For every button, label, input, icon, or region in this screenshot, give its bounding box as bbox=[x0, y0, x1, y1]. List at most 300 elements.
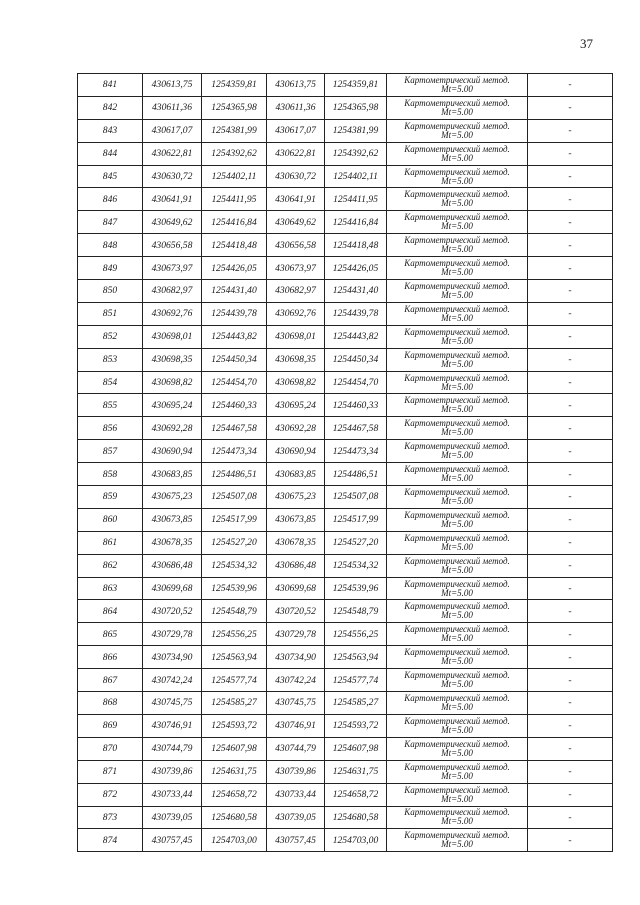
method-name: Картометрический метод. bbox=[404, 280, 510, 291]
y-refined-cell: 1254534,32 bbox=[325, 554, 387, 577]
method-name: Картометрический метод. bbox=[404, 326, 510, 337]
method-cell bbox=[387, 257, 528, 280]
method-cell bbox=[387, 74, 528, 97]
x-existing-cell: 430678,35 bbox=[143, 531, 202, 554]
method-name: Картометрический метод. bbox=[404, 74, 510, 85]
empty-mark-cell: - bbox=[528, 692, 613, 715]
method-name: Картометрический метод. bbox=[404, 761, 510, 772]
y-existing-cell: 1254607,98 bbox=[202, 737, 267, 760]
y-refined-cell: 1254454,70 bbox=[325, 371, 387, 394]
method-accuracy: Mt=5.00 bbox=[441, 793, 473, 804]
empty-mark-cell: - bbox=[528, 348, 613, 371]
point-number-cell: 842 bbox=[78, 96, 143, 119]
point-number-cell: 866 bbox=[78, 646, 143, 669]
x-existing-cell: 430745,75 bbox=[143, 692, 202, 715]
y-refined-cell: 1254365,98 bbox=[325, 96, 387, 119]
empty-mark-cell: - bbox=[528, 325, 613, 348]
method-cell bbox=[387, 486, 528, 509]
y-refined-cell: 1254703,00 bbox=[325, 829, 387, 852]
empty-mark-cell: - bbox=[528, 119, 613, 142]
point-number-cell: 859 bbox=[78, 486, 143, 509]
x-existing-cell: 430698,35 bbox=[143, 348, 202, 371]
y-existing-cell: 1254548,79 bbox=[202, 600, 267, 623]
method-cell bbox=[387, 669, 528, 692]
method-cell bbox=[387, 119, 528, 142]
table-row bbox=[78, 371, 613, 394]
y-refined-cell: 1254680,58 bbox=[325, 806, 387, 829]
x-refined-cell: 430699,68 bbox=[267, 577, 325, 600]
y-refined-cell: 1254593,72 bbox=[325, 714, 387, 737]
method-cell bbox=[387, 96, 528, 119]
x-refined-cell: 430686,48 bbox=[267, 554, 325, 577]
x-existing-cell: 430734,90 bbox=[143, 646, 202, 669]
empty-mark-cell: - bbox=[528, 577, 613, 600]
x-refined-cell: 430617,07 bbox=[267, 119, 325, 142]
x-refined-cell: 430720,52 bbox=[267, 600, 325, 623]
point-number-cell: 851 bbox=[78, 302, 143, 325]
method-cell bbox=[387, 829, 528, 852]
method-accuracy: Mt=5.00 bbox=[441, 518, 473, 529]
table-row bbox=[78, 234, 613, 257]
empty-mark-cell: - bbox=[528, 394, 613, 417]
x-existing-cell: 430698,82 bbox=[143, 371, 202, 394]
table-row bbox=[78, 554, 613, 577]
method-cell bbox=[387, 554, 528, 577]
method-name: Картометрический метод. bbox=[404, 784, 510, 795]
method-name: Картометрический метод. bbox=[404, 189, 510, 200]
method-name: Картометрический метод. bbox=[404, 372, 510, 383]
method-name: Картометрический метод. bbox=[404, 601, 510, 612]
point-number-cell: 845 bbox=[78, 165, 143, 188]
y-refined-cell: 1254539,96 bbox=[325, 577, 387, 600]
table-row bbox=[78, 646, 613, 669]
point-number-cell: 858 bbox=[78, 463, 143, 486]
table-row bbox=[78, 531, 613, 554]
method-name: Картометрический метод. bbox=[404, 578, 510, 589]
point-number-cell: 857 bbox=[78, 440, 143, 463]
table-row bbox=[78, 714, 613, 737]
y-refined-cell: 1254607,98 bbox=[325, 737, 387, 760]
y-refined-cell: 1254460,33 bbox=[325, 394, 387, 417]
page-number: 37 bbox=[580, 36, 593, 51]
x-refined-cell: 430739,86 bbox=[267, 760, 325, 783]
method-accuracy: Mt=5.00 bbox=[441, 129, 473, 140]
method-name: Картометрический метод. bbox=[404, 235, 510, 246]
table-row bbox=[78, 783, 613, 806]
empty-mark-cell: - bbox=[528, 211, 613, 234]
point-number-cell: 856 bbox=[78, 417, 143, 440]
y-existing-cell: 1254454,70 bbox=[202, 371, 267, 394]
y-refined-cell: 1254426,05 bbox=[325, 257, 387, 280]
y-refined-cell: 1254431,40 bbox=[325, 280, 387, 303]
table-row bbox=[78, 600, 613, 623]
method-cell bbox=[387, 577, 528, 600]
method-cell bbox=[387, 783, 528, 806]
method-accuracy: Mt=5.00 bbox=[441, 656, 473, 667]
empty-mark-cell: - bbox=[528, 96, 613, 119]
y-existing-cell: 1254411,95 bbox=[202, 188, 267, 211]
method-name: Картометрический метод. bbox=[404, 738, 510, 749]
y-existing-cell: 1254486,51 bbox=[202, 463, 267, 486]
method-name: Картометрический метод. bbox=[404, 486, 510, 497]
x-existing-cell: 430699,68 bbox=[143, 577, 202, 600]
method-name: Картометрический метод. bbox=[404, 532, 510, 543]
method-accuracy: Mt=5.00 bbox=[441, 724, 473, 735]
empty-mark-cell: - bbox=[528, 806, 613, 829]
method-cell bbox=[387, 737, 528, 760]
empty-mark-cell: - bbox=[528, 508, 613, 531]
method-accuracy: Mt=5.00 bbox=[441, 587, 473, 598]
x-refined-cell: 430683,85 bbox=[267, 463, 325, 486]
method-accuracy: Mt=5.00 bbox=[441, 473, 473, 484]
y-existing-cell: 1254680,58 bbox=[202, 806, 267, 829]
y-existing-cell: 1254631,75 bbox=[202, 760, 267, 783]
method-accuracy: Mt=5.00 bbox=[441, 747, 473, 758]
table-row bbox=[78, 188, 613, 211]
point-number-cell: 847 bbox=[78, 211, 143, 234]
x-existing-cell: 430692,76 bbox=[143, 302, 202, 325]
y-refined-cell: 1254443,82 bbox=[325, 325, 387, 348]
method-cell bbox=[387, 142, 528, 165]
x-existing-cell: 430695,24 bbox=[143, 394, 202, 417]
table-row bbox=[78, 623, 613, 646]
empty-mark-cell: - bbox=[528, 714, 613, 737]
x-refined-cell: 430729,78 bbox=[267, 623, 325, 646]
table-row bbox=[78, 257, 613, 280]
method-accuracy: Mt=5.00 bbox=[441, 495, 473, 506]
x-refined-cell: 430675,23 bbox=[267, 486, 325, 509]
table-row bbox=[78, 325, 613, 348]
x-refined-cell: 430757,45 bbox=[267, 829, 325, 852]
method-cell bbox=[387, 463, 528, 486]
y-refined-cell: 1254392,62 bbox=[325, 142, 387, 165]
point-number-cell: 862 bbox=[78, 554, 143, 577]
method-accuracy: Mt=5.00 bbox=[441, 267, 473, 278]
method-cell bbox=[387, 692, 528, 715]
method-name: Картометрический метод. bbox=[404, 97, 510, 108]
point-number-cell: 863 bbox=[78, 577, 143, 600]
y-refined-cell: 1254473,34 bbox=[325, 440, 387, 463]
y-refined-cell: 1254548,79 bbox=[325, 600, 387, 623]
y-refined-cell: 1254467,58 bbox=[325, 417, 387, 440]
point-number-cell: 855 bbox=[78, 394, 143, 417]
x-existing-cell: 430649,62 bbox=[143, 211, 202, 234]
y-refined-cell: 1254381,99 bbox=[325, 119, 387, 142]
method-cell bbox=[387, 600, 528, 623]
table-row bbox=[78, 577, 613, 600]
method-name: Картометрический метод. bbox=[404, 647, 510, 658]
method-accuracy: Mt=5.00 bbox=[441, 541, 473, 552]
point-number-cell: 873 bbox=[78, 806, 143, 829]
table-row bbox=[78, 737, 613, 760]
y-existing-cell: 1254703,00 bbox=[202, 829, 267, 852]
y-existing-cell: 1254556,25 bbox=[202, 623, 267, 646]
x-refined-cell: 430698,35 bbox=[267, 348, 325, 371]
y-refined-cell: 1254416,84 bbox=[325, 211, 387, 234]
x-existing-cell: 430698,01 bbox=[143, 325, 202, 348]
empty-mark-cell: - bbox=[528, 623, 613, 646]
empty-mark-cell: - bbox=[528, 417, 613, 440]
method-accuracy: Mt=5.00 bbox=[441, 221, 473, 232]
y-refined-cell: 1254527,20 bbox=[325, 531, 387, 554]
x-refined-cell: 430692,28 bbox=[267, 417, 325, 440]
x-existing-cell: 430617,07 bbox=[143, 119, 202, 142]
x-refined-cell: 430690,94 bbox=[267, 440, 325, 463]
point-number-cell: 850 bbox=[78, 280, 143, 303]
method-name: Картометрический метод. bbox=[404, 166, 510, 177]
x-existing-cell: 430630,72 bbox=[143, 165, 202, 188]
method-name: Картометрический метод. bbox=[404, 303, 510, 314]
empty-mark-cell: - bbox=[528, 783, 613, 806]
y-existing-cell: 1254450,34 bbox=[202, 348, 267, 371]
table-row bbox=[78, 348, 613, 371]
y-existing-cell: 1254517,99 bbox=[202, 508, 267, 531]
y-existing-cell: 1254460,33 bbox=[202, 394, 267, 417]
point-number-cell: 865 bbox=[78, 623, 143, 646]
method-accuracy: Mt=5.00 bbox=[441, 450, 473, 461]
point-number-cell: 864 bbox=[78, 600, 143, 623]
y-existing-cell: 1254563,94 bbox=[202, 646, 267, 669]
x-refined-cell: 430692,76 bbox=[267, 302, 325, 325]
empty-mark-cell: - bbox=[528, 760, 613, 783]
x-existing-cell: 430746,91 bbox=[143, 714, 202, 737]
point-number-cell: 853 bbox=[78, 348, 143, 371]
table-row bbox=[78, 440, 613, 463]
x-refined-cell: 430682,97 bbox=[267, 280, 325, 303]
x-refined-cell: 430649,62 bbox=[267, 211, 325, 234]
point-number-cell: 871 bbox=[78, 760, 143, 783]
method-cell bbox=[387, 188, 528, 211]
empty-mark-cell: - bbox=[528, 829, 613, 852]
x-existing-cell: 430729,78 bbox=[143, 623, 202, 646]
y-refined-cell: 1254402,11 bbox=[325, 165, 387, 188]
x-refined-cell: 430742,24 bbox=[267, 669, 325, 692]
y-existing-cell: 1254527,20 bbox=[202, 531, 267, 554]
y-existing-cell: 1254473,34 bbox=[202, 440, 267, 463]
x-existing-cell: 430757,45 bbox=[143, 829, 202, 852]
y-refined-cell: 1254563,94 bbox=[325, 646, 387, 669]
point-number-cell: 872 bbox=[78, 783, 143, 806]
x-refined-cell: 430656,58 bbox=[267, 234, 325, 257]
method-accuracy: Mt=5.00 bbox=[441, 564, 473, 575]
x-refined-cell: 430695,24 bbox=[267, 394, 325, 417]
empty-mark-cell: - bbox=[528, 646, 613, 669]
table-row bbox=[78, 280, 613, 303]
method-cell bbox=[387, 394, 528, 417]
y-existing-cell: 1254416,84 bbox=[202, 211, 267, 234]
empty-mark-cell: - bbox=[528, 463, 613, 486]
y-existing-cell: 1254418,48 bbox=[202, 234, 267, 257]
method-accuracy: Mt=5.00 bbox=[441, 312, 473, 323]
method-name: Картометрический метод. bbox=[404, 715, 510, 726]
y-refined-cell: 1254577,74 bbox=[325, 669, 387, 692]
x-existing-cell: 430622,81 bbox=[143, 142, 202, 165]
x-existing-cell: 430673,97 bbox=[143, 257, 202, 280]
method-accuracy: Mt=5.00 bbox=[441, 175, 473, 186]
empty-mark-cell: - bbox=[528, 165, 613, 188]
x-existing-cell: 430611,36 bbox=[143, 96, 202, 119]
method-cell bbox=[387, 646, 528, 669]
table-row bbox=[78, 165, 613, 188]
y-refined-cell: 1254439,78 bbox=[325, 302, 387, 325]
x-existing-cell: 430739,86 bbox=[143, 760, 202, 783]
method-accuracy: Mt=5.00 bbox=[441, 839, 473, 850]
y-existing-cell: 1254467,58 bbox=[202, 417, 267, 440]
method-accuracy: Mt=5.00 bbox=[441, 83, 473, 94]
table-row bbox=[78, 806, 613, 829]
method-cell bbox=[387, 508, 528, 531]
table-row bbox=[78, 669, 613, 692]
method-accuracy: Mt=5.00 bbox=[441, 701, 473, 712]
empty-mark-cell: - bbox=[528, 142, 613, 165]
method-accuracy: Mt=5.00 bbox=[441, 335, 473, 346]
y-existing-cell: 1254585,27 bbox=[202, 692, 267, 715]
y-refined-cell: 1254418,48 bbox=[325, 234, 387, 257]
empty-mark-cell: - bbox=[528, 600, 613, 623]
method-cell bbox=[387, 531, 528, 554]
x-refined-cell: 430698,82 bbox=[267, 371, 325, 394]
table-row bbox=[78, 302, 613, 325]
x-existing-cell: 430613,75 bbox=[143, 74, 202, 97]
x-refined-cell: 430641,91 bbox=[267, 188, 325, 211]
empty-mark-cell: - bbox=[528, 280, 613, 303]
table-row bbox=[78, 692, 613, 715]
x-existing-cell: 430675,23 bbox=[143, 486, 202, 509]
x-existing-cell: 430690,94 bbox=[143, 440, 202, 463]
coordinates-table-body bbox=[78, 74, 613, 852]
table-row bbox=[78, 463, 613, 486]
table-row bbox=[78, 486, 613, 509]
y-existing-cell: 1254577,74 bbox=[202, 669, 267, 692]
method-cell bbox=[387, 440, 528, 463]
y-refined-cell: 1254359,81 bbox=[325, 74, 387, 97]
method-accuracy: Mt=5.00 bbox=[441, 152, 473, 163]
x-refined-cell: 430744,79 bbox=[267, 737, 325, 760]
method-accuracy: Mt=5.00 bbox=[441, 816, 473, 827]
empty-mark-cell: - bbox=[528, 371, 613, 394]
method-accuracy: Mt=5.00 bbox=[441, 404, 473, 415]
point-number-cell: 874 bbox=[78, 829, 143, 852]
table-row bbox=[78, 394, 613, 417]
method-name: Картометрический метод. bbox=[404, 258, 510, 269]
method-accuracy: Mt=5.00 bbox=[441, 610, 473, 621]
method-accuracy: Mt=5.00 bbox=[441, 244, 473, 255]
method-accuracy: Mt=5.00 bbox=[441, 289, 473, 300]
method-cell bbox=[387, 806, 528, 829]
y-existing-cell: 1254359,81 bbox=[202, 74, 267, 97]
empty-mark-cell: - bbox=[528, 74, 613, 97]
y-refined-cell: 1254517,99 bbox=[325, 508, 387, 531]
point-number-cell: 861 bbox=[78, 531, 143, 554]
table-row bbox=[78, 74, 613, 97]
point-number-cell: 869 bbox=[78, 714, 143, 737]
x-refined-cell: 430622,81 bbox=[267, 142, 325, 165]
method-name: Картометрический метод. bbox=[404, 692, 510, 703]
y-refined-cell: 1254450,34 bbox=[325, 348, 387, 371]
point-number-cell: 854 bbox=[78, 371, 143, 394]
method-name: Картометрический метод. bbox=[404, 464, 510, 475]
method-name: Картометрический метод. bbox=[404, 670, 510, 681]
y-existing-cell: 1254365,98 bbox=[202, 96, 267, 119]
method-name: Картометрический метод. bbox=[404, 441, 510, 452]
x-refined-cell: 430630,72 bbox=[267, 165, 325, 188]
x-refined-cell: 430611,36 bbox=[267, 96, 325, 119]
x-refined-cell: 430733,44 bbox=[267, 783, 325, 806]
y-existing-cell: 1254539,96 bbox=[202, 577, 267, 600]
x-existing-cell: 430742,24 bbox=[143, 669, 202, 692]
coordinates-table bbox=[77, 73, 613, 852]
method-cell bbox=[387, 211, 528, 234]
point-number-cell: 846 bbox=[78, 188, 143, 211]
y-refined-cell: 1254556,25 bbox=[325, 623, 387, 646]
method-cell bbox=[387, 623, 528, 646]
x-existing-cell: 430739,05 bbox=[143, 806, 202, 829]
x-refined-cell: 430678,35 bbox=[267, 531, 325, 554]
x-existing-cell: 430744,79 bbox=[143, 737, 202, 760]
method-name: Картометрический метод. bbox=[404, 555, 510, 566]
method-cell bbox=[387, 165, 528, 188]
y-existing-cell: 1254426,05 bbox=[202, 257, 267, 280]
x-existing-cell: 430641,91 bbox=[143, 188, 202, 211]
method-cell bbox=[387, 325, 528, 348]
empty-mark-cell: - bbox=[528, 188, 613, 211]
y-refined-cell: 1254658,72 bbox=[325, 783, 387, 806]
method-name: Картометрический метод. bbox=[404, 418, 510, 429]
method-cell bbox=[387, 302, 528, 325]
empty-mark-cell: - bbox=[528, 669, 613, 692]
empty-mark-cell: - bbox=[528, 486, 613, 509]
x-existing-cell: 430673,85 bbox=[143, 508, 202, 531]
y-existing-cell: 1254381,99 bbox=[202, 119, 267, 142]
method-cell bbox=[387, 760, 528, 783]
method-name: Картометрический метод. bbox=[404, 830, 510, 841]
method-cell bbox=[387, 234, 528, 257]
empty-mark-cell: - bbox=[528, 440, 613, 463]
method-name: Картометрический метод. bbox=[404, 395, 510, 406]
x-existing-cell: 430720,52 bbox=[143, 600, 202, 623]
x-refined-cell: 430613,75 bbox=[267, 74, 325, 97]
table-row bbox=[78, 829, 613, 852]
y-refined-cell: 1254585,27 bbox=[325, 692, 387, 715]
x-existing-cell: 430692,28 bbox=[143, 417, 202, 440]
y-existing-cell: 1254593,72 bbox=[202, 714, 267, 737]
table-row bbox=[78, 417, 613, 440]
table-row bbox=[78, 508, 613, 531]
method-accuracy: Mt=5.00 bbox=[441, 198, 473, 209]
y-existing-cell: 1254402,11 bbox=[202, 165, 267, 188]
method-accuracy: Mt=5.00 bbox=[441, 770, 473, 781]
x-refined-cell: 430673,85 bbox=[267, 508, 325, 531]
x-existing-cell: 430683,85 bbox=[143, 463, 202, 486]
method-name: Картометрический метод. bbox=[404, 349, 510, 360]
point-number-cell: 841 bbox=[78, 74, 143, 97]
y-existing-cell: 1254392,62 bbox=[202, 142, 267, 165]
x-existing-cell: 430682,97 bbox=[143, 280, 202, 303]
x-refined-cell: 430745,75 bbox=[267, 692, 325, 715]
x-refined-cell: 430734,90 bbox=[267, 646, 325, 669]
table-row bbox=[78, 142, 613, 165]
x-refined-cell: 430673,97 bbox=[267, 257, 325, 280]
y-refined-cell: 1254486,51 bbox=[325, 463, 387, 486]
method-cell bbox=[387, 348, 528, 371]
method-name: Картометрический метод. bbox=[404, 624, 510, 635]
method-name: Картометрический метод. bbox=[404, 807, 510, 818]
point-number-cell: 867 bbox=[78, 669, 143, 692]
method-accuracy: Mt=5.00 bbox=[441, 358, 473, 369]
x-refined-cell: 430698,01 bbox=[267, 325, 325, 348]
y-existing-cell: 1254534,32 bbox=[202, 554, 267, 577]
table-row bbox=[78, 119, 613, 142]
